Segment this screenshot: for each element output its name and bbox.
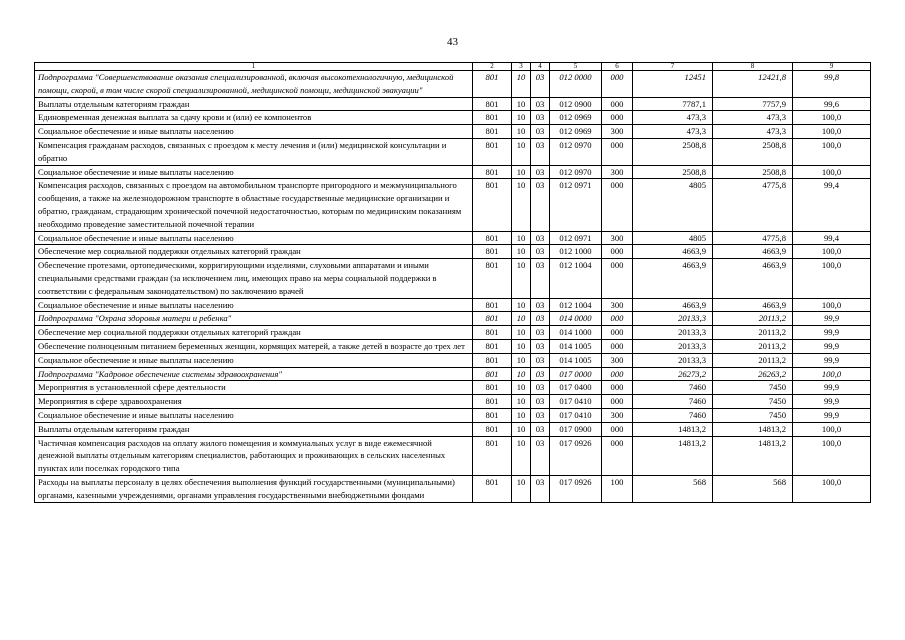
target-item-code: 012 1000 — [550, 245, 602, 259]
planned-amount: 4805 — [633, 231, 713, 245]
executed-amount: 26263,2 — [713, 367, 793, 381]
row-name: Социальное обеспечение и иные выплаты населению — [35, 353, 473, 367]
table-row — [35, 436, 871, 475]
row-name: Обеспечение полноценным питанием беременных женщин, кормящих матерей, а также детей в возрасте до трех лет — [35, 339, 473, 353]
chapter-code: 801 — [473, 312, 512, 326]
planned-amount: 12451 — [633, 71, 713, 98]
execution-percent: 100,0 — [793, 138, 871, 165]
execution-percent: 100,0 — [793, 165, 871, 179]
planned-amount: 473,3 — [633, 111, 713, 125]
column-number: 2 — [473, 63, 512, 71]
section-code: 10 — [512, 125, 531, 139]
expense-type-code: 000 — [602, 71, 633, 98]
expense-type-code: 000 — [602, 422, 633, 436]
row-name: Компенсация расходов, связанных с проездом на автомобильном транспорте пригородного и межмуниципального сообщения, а также на железнодорожном транспорте в областные государственные медицинские организации и обратно, гражданам, страдающим хронической почечной недостаточностью, которым по медицинским показаниям необходимо проведение заместительной почечной терапии — [35, 179, 473, 231]
row-name: Социальное обеспечение и иные выплаты населению — [35, 408, 473, 422]
planned-amount: 4663,9 — [633, 298, 713, 312]
subsection-code: 03 — [531, 326, 550, 340]
executed-amount: 20113,2 — [713, 312, 793, 326]
table-row — [35, 367, 871, 381]
planned-amount: 20133,3 — [633, 339, 713, 353]
target-item-code: 017 0926 — [550, 475, 602, 502]
execution-percent: 100,0 — [793, 245, 871, 259]
planned-amount: 7460 — [633, 395, 713, 409]
subsection-code: 03 — [531, 245, 550, 259]
row-name: Социальное обеспечение и иные выплаты населению — [35, 165, 473, 179]
planned-amount: 2508,8 — [633, 165, 713, 179]
table-row — [35, 381, 871, 395]
executed-amount: 7757,9 — [713, 97, 793, 111]
expense-type-code: 000 — [602, 312, 633, 326]
expense-type-code: 100 — [602, 475, 633, 502]
execution-percent: 99,6 — [793, 97, 871, 111]
section-code: 10 — [512, 245, 531, 259]
table-row — [35, 312, 871, 326]
target-item-code: 012 0970 — [550, 138, 602, 165]
target-item-code: 012 0969 — [550, 111, 602, 125]
target-item-code: 014 0000 — [550, 312, 602, 326]
chapter-code: 801 — [473, 408, 512, 422]
subsection-code: 03 — [531, 71, 550, 98]
chapter-code: 801 — [473, 138, 512, 165]
row-name: Единовременная денежная выплата за сдачу крови и (или) ее компонентов — [35, 111, 473, 125]
execution-percent: 99,4 — [793, 179, 871, 231]
row-name: Социальное обеспечение и иные выплаты населению — [35, 125, 473, 139]
chapter-code: 801 — [473, 165, 512, 179]
column-number: 8 — [713, 63, 793, 71]
chapter-code: 801 — [473, 436, 512, 475]
section-code: 10 — [512, 231, 531, 245]
planned-amount: 26273,2 — [633, 367, 713, 381]
row-name: Социальное обеспечение и иные выплаты населению — [35, 231, 473, 245]
row-name: Компенсация гражданам расходов, связанных с проездом к месту лечения и (или) медицинской консультации и обратно — [35, 138, 473, 165]
execution-percent: 99,9 — [793, 381, 871, 395]
expense-type-code: 000 — [602, 395, 633, 409]
executed-amount: 7450 — [713, 381, 793, 395]
executed-amount: 14813,2 — [713, 436, 793, 475]
chapter-code: 801 — [473, 71, 512, 98]
row-name: Мероприятия в сфере здравоохранения — [35, 395, 473, 409]
expense-type-code: 300 — [602, 231, 633, 245]
table-row — [35, 298, 871, 312]
execution-percent: 99,9 — [793, 353, 871, 367]
section-code: 10 — [512, 97, 531, 111]
row-name: Мероприятия в установленной сфере деятельности — [35, 381, 473, 395]
target-item-code: 017 0410 — [550, 408, 602, 422]
target-item-code: 017 0410 — [550, 395, 602, 409]
planned-amount: 14813,2 — [633, 436, 713, 475]
table-row — [35, 326, 871, 340]
chapter-code: 801 — [473, 298, 512, 312]
executed-amount: 20113,2 — [713, 339, 793, 353]
row-name: Подпрограмма "Охрана здоровья матери и ребенка" — [35, 312, 473, 326]
section-code: 10 — [512, 339, 531, 353]
target-item-code: 012 0970 — [550, 165, 602, 179]
target-item-code: 012 0900 — [550, 97, 602, 111]
executed-amount: 473,3 — [713, 125, 793, 139]
execution-percent: 100,0 — [793, 111, 871, 125]
execution-percent: 99,9 — [793, 312, 871, 326]
table-row — [35, 259, 871, 298]
column-number: 1 — [35, 63, 473, 71]
planned-amount: 4663,9 — [633, 245, 713, 259]
subsection-code: 03 — [531, 395, 550, 409]
section-code: 10 — [512, 395, 531, 409]
table-row — [35, 111, 871, 125]
section-code: 10 — [512, 422, 531, 436]
column-number: 4 — [531, 63, 550, 71]
executed-amount: 7450 — [713, 395, 793, 409]
expense-type-code: 000 — [602, 367, 633, 381]
chapter-code: 801 — [473, 179, 512, 231]
subsection-code: 03 — [531, 339, 550, 353]
column-number: 7 — [633, 63, 713, 71]
execution-percent: 99,8 — [793, 71, 871, 98]
executed-amount: 20113,2 — [713, 353, 793, 367]
row-name: Обеспечение мер социальной поддержки отдельных категорий граждан — [35, 245, 473, 259]
subsection-code: 03 — [531, 381, 550, 395]
section-code: 10 — [512, 381, 531, 395]
table-row — [35, 165, 871, 179]
planned-amount: 568 — [633, 475, 713, 502]
section-code: 10 — [512, 475, 531, 502]
expense-type-code: 000 — [602, 245, 633, 259]
execution-percent: 100,0 — [793, 125, 871, 139]
table-row — [35, 339, 871, 353]
execution-percent: 100,0 — [793, 367, 871, 381]
subsection-code: 03 — [531, 436, 550, 475]
subsection-code: 03 — [531, 298, 550, 312]
chapter-code: 801 — [473, 475, 512, 502]
execution-percent: 100,0 — [793, 259, 871, 298]
table-row — [35, 71, 871, 98]
chapter-code: 801 — [473, 245, 512, 259]
executed-amount: 20113,2 — [713, 326, 793, 340]
planned-amount: 2508,8 — [633, 138, 713, 165]
section-code: 10 — [512, 259, 531, 298]
expense-type-code: 000 — [602, 259, 633, 298]
expense-type-code: 300 — [602, 353, 633, 367]
table-row — [35, 231, 871, 245]
target-item-code: 017 0400 — [550, 381, 602, 395]
execution-percent: 100,0 — [793, 475, 871, 502]
target-item-code: 012 1004 — [550, 259, 602, 298]
row-name: Частичная компенсация расходов на оплату жилого помещения и коммунальных услуг в виде ежемесячной денежной выплаты отдельным категориям специалистов, работающих и проживающих в сельских населенных пунктах или поселках городского типа — [35, 436, 473, 475]
subsection-code: 03 — [531, 138, 550, 165]
table-row — [35, 395, 871, 409]
column-number: 5 — [550, 63, 602, 71]
executed-amount: 4663,9 — [713, 298, 793, 312]
section-code: 10 — [512, 298, 531, 312]
section-code: 10 — [512, 111, 531, 125]
chapter-code: 801 — [473, 97, 512, 111]
target-item-code: 012 0971 — [550, 231, 602, 245]
execution-percent: 100,0 — [793, 422, 871, 436]
table-row — [35, 97, 871, 111]
section-code: 10 — [512, 71, 531, 98]
chapter-code: 801 — [473, 111, 512, 125]
expense-type-code: 300 — [602, 298, 633, 312]
chapter-code: 801 — [473, 231, 512, 245]
table-row — [35, 245, 871, 259]
subsection-code: 03 — [531, 179, 550, 231]
planned-amount: 20133,3 — [633, 353, 713, 367]
execution-percent: 99,9 — [793, 395, 871, 409]
chapter-code: 801 — [473, 353, 512, 367]
subsection-code: 03 — [531, 475, 550, 502]
planned-amount: 20133,3 — [633, 312, 713, 326]
subsection-code: 03 — [531, 408, 550, 422]
target-item-code: 014 1000 — [550, 326, 602, 340]
subsection-code: 03 — [531, 231, 550, 245]
table-row — [35, 138, 871, 165]
chapter-code: 801 — [473, 339, 512, 353]
target-item-code: 014 1005 — [550, 339, 602, 353]
subsection-code: 03 — [531, 353, 550, 367]
subsection-code: 03 — [531, 422, 550, 436]
execution-percent: 99,9 — [793, 339, 871, 353]
section-code: 10 — [512, 138, 531, 165]
execution-percent: 99,9 — [793, 326, 871, 340]
target-item-code: 017 0900 — [550, 422, 602, 436]
executed-amount: 12421,8 — [713, 71, 793, 98]
subsection-code: 03 — [531, 111, 550, 125]
target-item-code: 012 0969 — [550, 125, 602, 139]
target-item-code: 017 0926 — [550, 436, 602, 475]
expense-type-code: 300 — [602, 408, 633, 422]
section-code: 10 — [512, 408, 531, 422]
expense-type-code: 000 — [602, 436, 633, 475]
section-code: 10 — [512, 165, 531, 179]
target-item-code: 014 1005 — [550, 353, 602, 367]
chapter-code: 801 — [473, 422, 512, 436]
row-name: Социальное обеспечение и иные выплаты населению — [35, 298, 473, 312]
expense-type-code: 000 — [602, 339, 633, 353]
section-code: 10 — [512, 353, 531, 367]
execution-percent: 100,0 — [793, 298, 871, 312]
chapter-code: 801 — [473, 395, 512, 409]
executed-amount: 2508,8 — [713, 138, 793, 165]
column-number: 9 — [793, 63, 871, 71]
planned-amount: 4805 — [633, 179, 713, 231]
execution-percent: 99,9 — [793, 408, 871, 422]
executed-amount: 7450 — [713, 408, 793, 422]
section-code: 10 — [512, 436, 531, 475]
executed-amount: 14813,2 — [713, 422, 793, 436]
target-item-code: 017 0000 — [550, 367, 602, 381]
budget-table — [34, 62, 871, 503]
section-code: 10 — [512, 312, 531, 326]
expense-type-code: 000 — [602, 97, 633, 111]
section-code: 10 — [512, 367, 531, 381]
execution-percent: 99,4 — [793, 231, 871, 245]
table-row — [35, 353, 871, 367]
planned-amount: 7460 — [633, 408, 713, 422]
expense-type-code: 000 — [602, 179, 633, 231]
executed-amount: 568 — [713, 475, 793, 502]
column-number: 3 — [512, 63, 531, 71]
expense-type-code: 300 — [602, 125, 633, 139]
subsection-code: 03 — [531, 125, 550, 139]
executed-amount: 4775,8 — [713, 231, 793, 245]
expense-type-code: 000 — [602, 381, 633, 395]
planned-amount: 20133,3 — [633, 326, 713, 340]
row-name: Расходы на выплаты персоналу в целях обеспечения выполнения функций государственными (муниципальными) органами, казенными учреждениями, органами управления государственными внебюджетными фондами — [35, 475, 473, 502]
page-number: 43 — [447, 36, 458, 48]
subsection-code: 03 — [531, 165, 550, 179]
table-row — [35, 179, 871, 231]
chapter-code: 801 — [473, 367, 512, 381]
expense-type-code: 300 — [602, 165, 633, 179]
subsection-code: 03 — [531, 259, 550, 298]
subsection-code: 03 — [531, 312, 550, 326]
table-row — [35, 475, 871, 502]
chapter-code: 801 — [473, 381, 512, 395]
table-row — [35, 125, 871, 139]
table-row — [35, 408, 871, 422]
row-name: Подпрограмма "Совершенствование оказания специализированной, включая высокотехнологичную, медицинской помощи, скорой, в том числе скорой специализированной, медицинской помощи, медицинской эвакуации" — [35, 71, 473, 98]
planned-amount: 4663,9 — [633, 259, 713, 298]
row-name: Подпрограмма "Кадровое обеспечение системы здравоохранения" — [35, 367, 473, 381]
chapter-code: 801 — [473, 259, 512, 298]
section-code: 10 — [512, 326, 531, 340]
row-name: Выплаты отдельным категориям граждан — [35, 422, 473, 436]
row-name: Обеспечение мер социальной поддержки отдельных категорий граждан — [35, 326, 473, 340]
expense-type-code: 000 — [602, 111, 633, 125]
row-name: Выплаты отдельным категориям граждан — [35, 97, 473, 111]
execution-percent: 100,0 — [793, 436, 871, 475]
subsection-code: 03 — [531, 367, 550, 381]
planned-amount: 473,3 — [633, 125, 713, 139]
column-number-row — [35, 63, 871, 71]
expense-type-code: 000 — [602, 138, 633, 165]
planned-amount: 7787,1 — [633, 97, 713, 111]
executed-amount: 4663,9 — [713, 259, 793, 298]
expense-type-code: 000 — [602, 326, 633, 340]
executed-amount: 4663,9 — [713, 245, 793, 259]
target-item-code: 012 1004 — [550, 298, 602, 312]
target-item-code: 012 0000 — [550, 71, 602, 98]
chapter-code: 801 — [473, 326, 512, 340]
table-row — [35, 422, 871, 436]
executed-amount: 4775,8 — [713, 179, 793, 231]
planned-amount: 14813,2 — [633, 422, 713, 436]
target-item-code: 012 0971 — [550, 179, 602, 231]
subsection-code: 03 — [531, 97, 550, 111]
column-number: 6 — [602, 63, 633, 71]
section-code: 10 — [512, 179, 531, 231]
planned-amount: 7460 — [633, 381, 713, 395]
row-name: Обеспечение протезами, ортопедическими, корригирующими изделиями, слуховыми аппаратами и иными специальными средствами граждан (за исключением лиц, имеющих право на меры социальной поддержки в соответствии с федеральным законодательством) по заключению врачей — [35, 259, 473, 298]
executed-amount: 2508,8 — [713, 165, 793, 179]
executed-amount: 473,3 — [713, 111, 793, 125]
chapter-code: 801 — [473, 125, 512, 139]
